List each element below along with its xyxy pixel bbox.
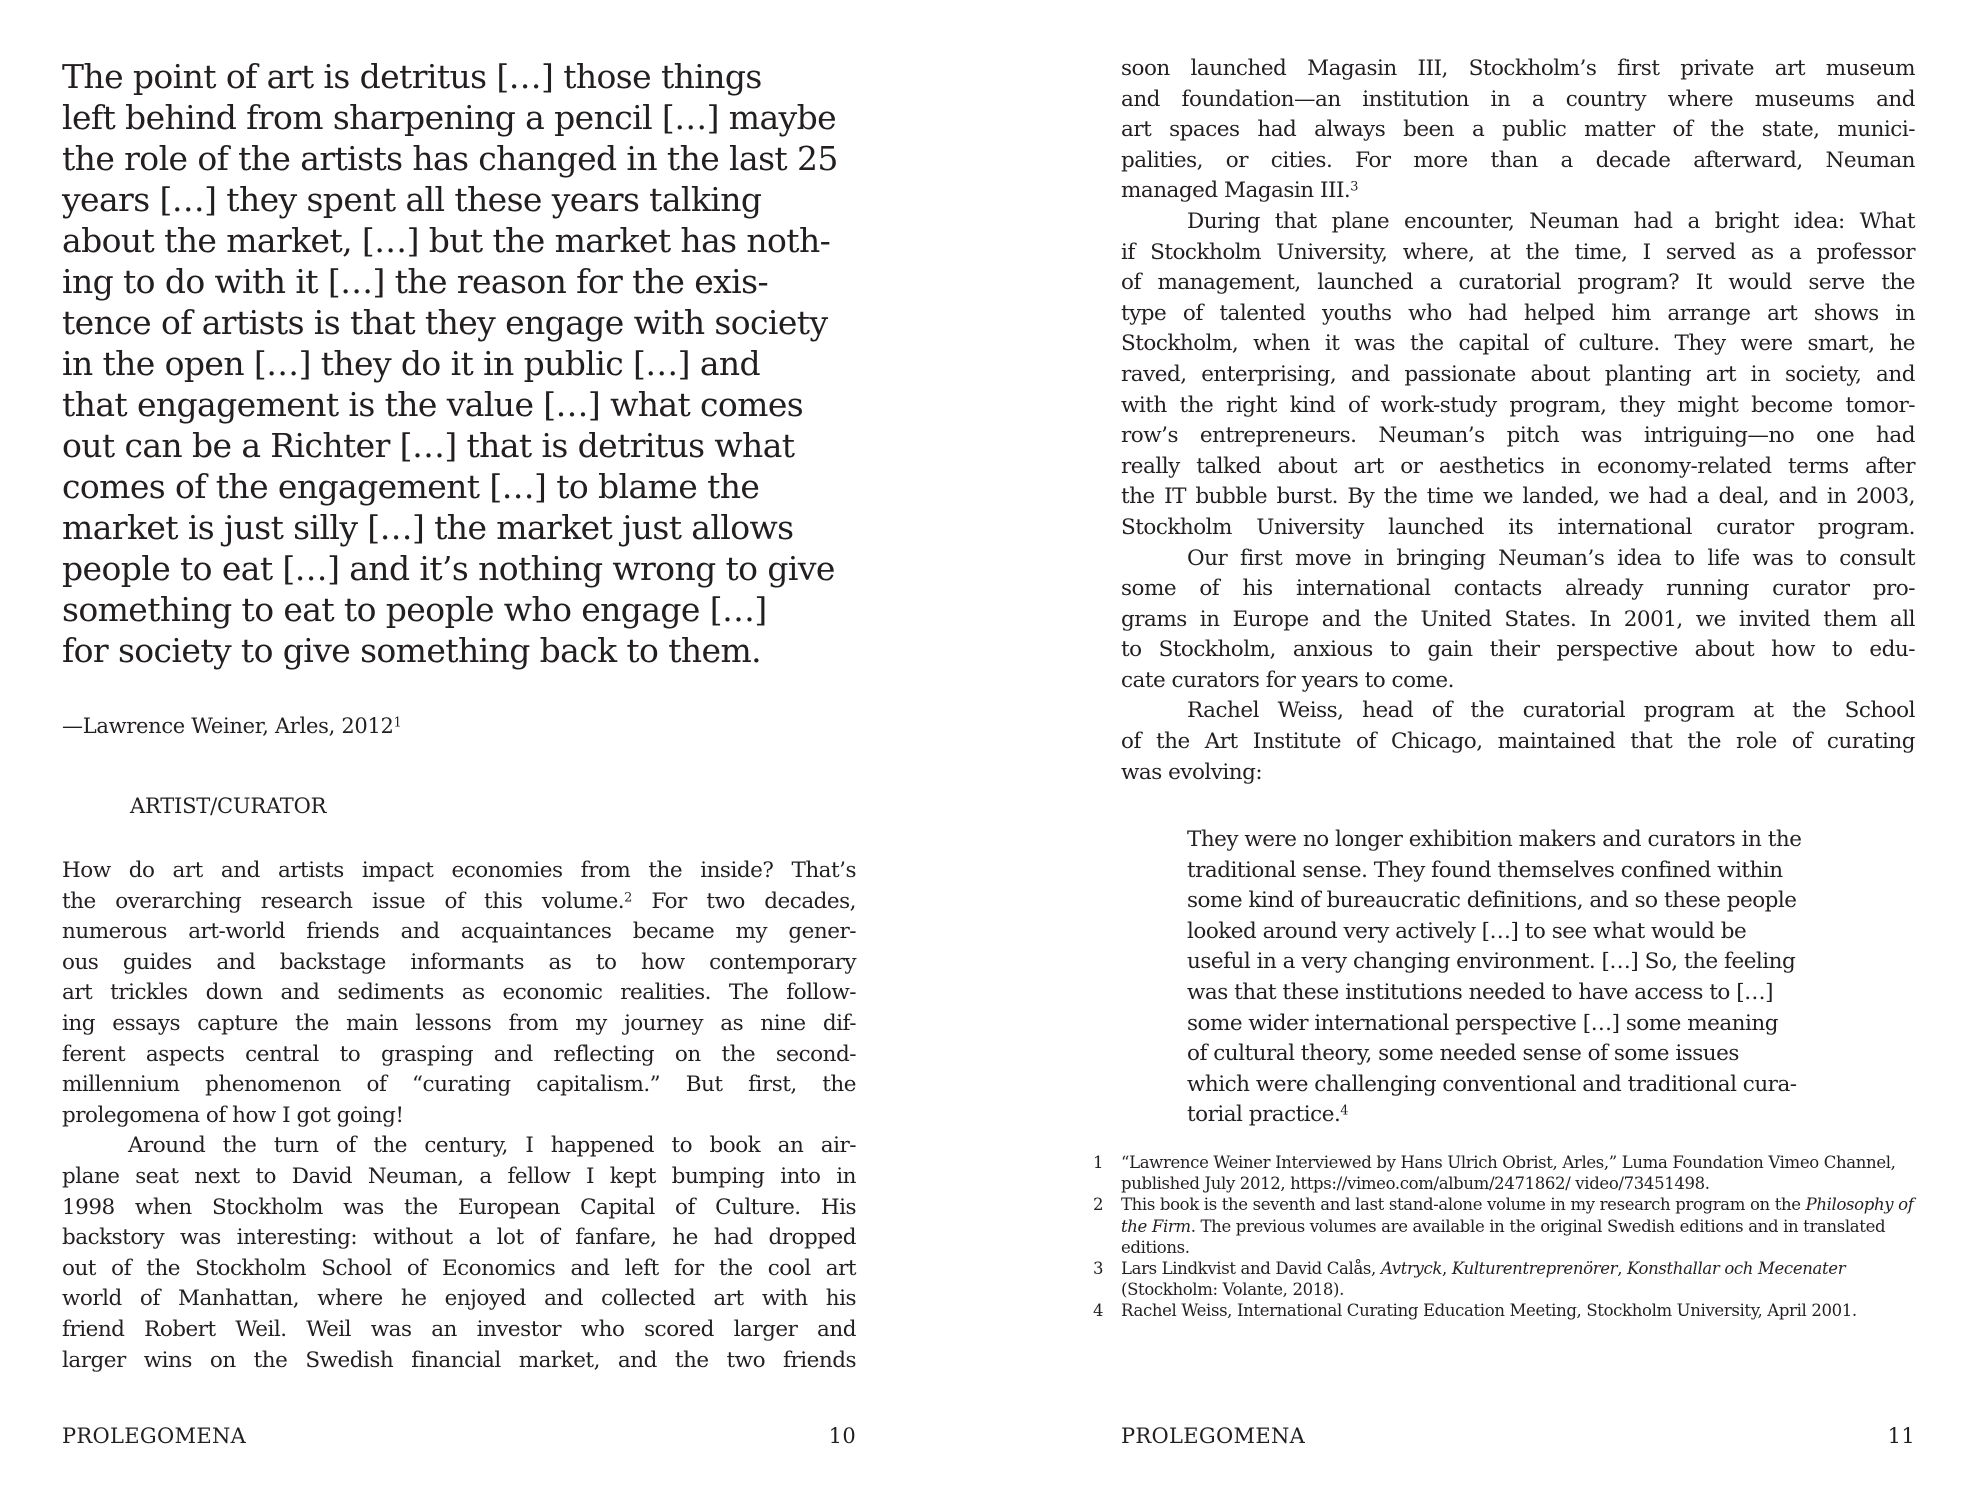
body-line-text: For two decades, <box>631 888 856 914</box>
body-line <box>62 1101 856 1132</box>
footnote-text-part: This book is the seventh and last stand-alone volume in my research program on the <box>1121 1195 1806 1215</box>
epigraph-line: tence of artists is that they engage with society <box>62 303 828 342</box>
body-line-text: out of the Stockholm School of Economics and left for the cool art <box>62 1255 856 1281</box>
body-line <box>62 856 856 887</box>
body-line-text: backstory was interesting: without a lot of fanfare, he had dropped <box>62 1225 856 1251</box>
footnote-text-part: , <box>1442 1259 1452 1279</box>
blockquote-line <box>1187 1100 1917 1131</box>
body-line-text: prolegomena of how I got going! <box>62 1102 404 1128</box>
body-line-text: During that plane encounter, Neuman had a bright idea: What <box>1187 208 1915 234</box>
epigraph-line: out can be a Richter […] that is detritus what <box>62 426 795 465</box>
blockquote-line <box>1187 886 1917 917</box>
body-line-text: ous guides and backstage informants as to how contemporary <box>62 949 856 975</box>
body-line <box>62 1131 856 1162</box>
footnote-item <box>1093 1194 1923 1258</box>
attribution-text: —Lawrence Weiner, Arles, 2012 <box>62 714 394 738</box>
body-line-text: Stockholm University launched its international curator program. <box>1121 514 1915 540</box>
body-line <box>1121 635 1915 666</box>
epigraph-attribution <box>62 712 401 740</box>
footnote-item <box>1093 1258 1923 1300</box>
body-line-text: Our first move in bringing Neuman’s idea to life was to consult <box>1187 545 1915 571</box>
body-line <box>1121 85 1915 116</box>
body-line-text: the IT bubble burst. By the time we landed, we had a deal, and in 2003, <box>1121 484 1915 510</box>
footnote-title: Konsthallar och Mecenater <box>1627 1259 1846 1279</box>
body-text-left <box>62 856 856 1376</box>
body-line <box>62 1193 856 1224</box>
epigraph-line: years […] they spent all these years talking <box>62 180 762 219</box>
body-line-text: art spaces had always been a public matter of the state, munici- <box>1121 117 1915 143</box>
body-line-text: palities, or cities. For more than a decade afterward, Neuman <box>1121 147 1915 173</box>
epigraph-line: ing to do with it […] the reason for the exis- <box>62 262 768 301</box>
body-line <box>62 1162 856 1193</box>
blockquote-line-text: They were no longer exhibition makers and curators in the <box>1187 827 1802 852</box>
epigraph-line: that engagement is the value […] what comes <box>62 385 804 424</box>
body-line <box>1121 360 1915 391</box>
body-line <box>1121 452 1915 483</box>
body-line-text: millennium phenomenon of “curating capitalism.” But first, the <box>62 1072 856 1098</box>
body-line-text: plane seat next to David Neuman, a fellow I kept bumping into in <box>62 1163 856 1189</box>
epigraph-line: something to eat to people who engage […] <box>62 590 767 629</box>
body-line <box>1121 115 1915 146</box>
body-line-text: ferent aspects central to grasping and reflecting on the second- <box>62 1041 856 1067</box>
running-head: PROLEGOMENA <box>62 1424 247 1448</box>
footnote-text-part: Rachel Weiss, International Curating Education Meeting, Stockholm University, April 2001. <box>1121 1301 1857 1321</box>
epigraph-line: for society to give something back to them. <box>62 631 762 670</box>
body-line-text: Rachel Weiss, head of the curatorial program at the School <box>1187 698 1915 724</box>
footnote-text-part: . The previous volumes are available in the original Swedish editions and in translated editions. <box>1121 1216 1886 1257</box>
body-line-text: 1998 when Stockholm was the European Capital of Culture. His <box>62 1194 856 1220</box>
blockquote-line-text: of cultural theory, some needed sense of some issues <box>1187 1041 1739 1067</box>
body-line <box>1121 391 1915 422</box>
footnote-ref-1[interactable]: 1 <box>393 714 402 730</box>
body-line <box>1121 268 1915 299</box>
body-line-text: the overarching research issue of this volume. <box>62 888 625 914</box>
footnote-ref-2[interactable]: 2 <box>624 890 632 906</box>
body-line-text: of the Art Institute of Chicago, maintained that the role of curating <box>1121 729 1915 755</box>
body-line-text: managed Magasin III. <box>1121 178 1351 204</box>
footnote-text <box>1121 1259 1845 1299</box>
body-line-text: How do art and artists impact economies from the inside? That’s <box>62 858 856 883</box>
blockquote-line-text: some wider international perspective […] some meaning <box>1187 1010 1779 1036</box>
block-quote <box>1187 825 1917 1131</box>
epigraph-line: left behind from sharpening a pencil […] maybe <box>62 98 837 137</box>
epigraph-line: people to eat […] and it’s nothing wrong to give <box>62 549 835 588</box>
footnote-number: 3 <box>1093 1259 1104 1279</box>
blockquote-line-text: torial practice. <box>1187 1102 1341 1128</box>
blockquote-line-text: useful in a very changing environment. […] So, the feeling <box>1187 949 1796 975</box>
body-line <box>1121 176 1915 207</box>
body-line-text: world of Manhattan, where he enjoyed and collected art with his <box>62 1286 856 1312</box>
body-line <box>62 917 856 948</box>
body-line <box>62 978 856 1009</box>
section-heading: ARTIST/CURATOR <box>130 794 327 818</box>
body-line-text: grams in Europe and the United States. In 2001, we invited them all <box>1121 606 1915 632</box>
body-line <box>1121 513 1915 544</box>
body-line-text: larger wins on the Swedish financial market, and the two friends <box>62 1347 856 1373</box>
body-line-text: type of talented youths who had helped him arrange art shows in <box>1121 300 1915 326</box>
body-line-text: cate curators for years to come. <box>1121 667 1454 693</box>
footnote-text <box>1121 1301 1857 1320</box>
blockquote-line <box>1187 917 1917 948</box>
blockquote-line <box>1187 1070 1917 1101</box>
body-line <box>1121 727 1915 758</box>
footnotes <box>1093 1152 1923 1322</box>
blockquote-line <box>1187 978 1917 1009</box>
blockquote-line <box>1187 856 1917 887</box>
footnote-number: 4 <box>1093 1301 1104 1321</box>
blockquote-line <box>1187 825 1917 856</box>
body-line-text: to Stockholm, anxious to gain their perspective about how to edu- <box>1121 637 1915 663</box>
body-line-text: of management, launched a curatorial program? It would serve the <box>1121 270 1915 296</box>
body-line <box>62 1070 856 1101</box>
body-line <box>1121 758 1915 789</box>
blockquote-line-text: was that these institutions needed to have access to […] <box>1187 979 1773 1005</box>
blockquote-line-text: some kind of bureaucratic definitions, and so these people <box>1187 888 1797 914</box>
right-page <box>987 0 1974 1500</box>
body-line <box>1121 146 1915 177</box>
page-number: 11 <box>1887 1424 1915 1448</box>
body-line <box>62 1346 856 1377</box>
body-line-text: soon launched Magasin III, Stockholm’s first private art museum <box>1121 56 1915 81</box>
body-line-text: was evolving: <box>1121 759 1263 785</box>
footnote-ref-3[interactable]: 3 <box>1350 179 1358 195</box>
body-line <box>62 1254 856 1285</box>
body-line <box>1121 696 1915 727</box>
footnote-text <box>1121 1195 1913 1256</box>
body-line-text: Stockholm, when it was the capital of culture. They were smart, he <box>1121 331 1915 357</box>
blockquote-line <box>1187 947 1917 978</box>
body-line <box>1121 482 1915 513</box>
epigraph-line: The point of art is detritus […] those things <box>62 57 762 96</box>
body-line <box>1121 54 1915 85</box>
epigraph-line: market is just silly […] the market just allows <box>62 508 794 547</box>
body-line <box>1121 238 1915 269</box>
body-line-text: row’s entrepreneurs. Neuman’s pitch was intriguing—no one had <box>1121 423 1915 449</box>
footnote-text-part: (Stockholm: Volante, 2018). <box>1121 1280 1345 1300</box>
footnote-title: Philosophy of the Firm <box>1121 1195 1914 1236</box>
footnote-text <box>1121 1153 1896 1193</box>
footnote-text-part: , <box>1617 1259 1627 1279</box>
epigraph-quote <box>62 56 862 671</box>
body-line-text: some of his international contacts already running curator pro- <box>1121 576 1915 602</box>
body-line <box>1121 605 1915 636</box>
footnote-item <box>1093 1152 1923 1194</box>
footnote-ref-4[interactable]: 4 <box>1340 1103 1348 1119</box>
blockquote-line-text: which were challenging conventional and traditional cura- <box>1187 1071 1797 1097</box>
body-line <box>1121 207 1915 238</box>
footnote-number: 2 <box>1093 1195 1104 1215</box>
epigraph-line: about the market, […] but the market has noth- <box>62 221 831 260</box>
body-line-text: art trickles down and sediments as economic realities. The follow- <box>62 980 856 1006</box>
body-line-text: numerous art-world friends and acquaintances became my gener- <box>62 919 856 945</box>
blockquote-line <box>1187 1039 1917 1070</box>
body-line <box>62 1315 856 1346</box>
epigraph-line: the role of the artists has changed in the last 25 <box>62 139 838 178</box>
epigraph-line: comes of the engagement […] to blame the <box>62 467 760 506</box>
body-line <box>1121 574 1915 605</box>
body-line-text: raved, enterprising, and passionate about planting art in society, and <box>1121 361 1915 387</box>
blockquote-line-text: looked around very actively […] to see what would be <box>1187 918 1747 944</box>
blockquote-line-text: traditional sense. They found themselves confined within <box>1187 857 1783 883</box>
footnote-item <box>1093 1300 1923 1321</box>
body-text-right <box>1121 54 1915 788</box>
body-line <box>62 1284 856 1315</box>
body-line-text: Around the turn of the century, I happened to book an air- <box>128 1133 856 1159</box>
body-line <box>62 1009 856 1040</box>
body-line <box>62 887 856 918</box>
body-line-text: if Stockholm University, where, at the time, I served as a professor <box>1121 239 1915 265</box>
footnote-number: 1 <box>1093 1153 1104 1172</box>
running-head: PROLEGOMENA <box>1121 1424 1306 1448</box>
body-line-text: friend Robert Weil. Weil was an investor who scored larger and <box>62 1316 856 1342</box>
footnote-title: Avtryck <box>1380 1259 1443 1279</box>
page-number: 10 <box>828 1424 856 1448</box>
epigraph-line: in the open […] they do it in public […] and <box>62 344 761 383</box>
body-line <box>1121 329 1915 360</box>
body-line <box>1121 421 1915 452</box>
body-line-text: and foundation—an institution in a country where museums and <box>1121 86 1915 112</box>
body-line <box>62 1223 856 1254</box>
footnote-text-part: “Lawrence Weiner Interviewed by Hans Ulrich Obrist, Arles,” Luma Foundation Vimeo Channel, published July 2012, https://vimeo.com/album/2471862/ video/73451498. <box>1121 1153 1896 1194</box>
body-line <box>1121 299 1915 330</box>
body-line <box>1121 544 1915 575</box>
body-line-text: ing essays capture the main lessons from my journey as nine dif- <box>62 1010 856 1036</box>
footnote-title: Kulturentreprenörer <box>1451 1259 1618 1279</box>
footnote-text-part: Lars Lindkvist and David Calås, <box>1121 1259 1381 1279</box>
body-line <box>62 948 856 979</box>
blockquote-line <box>1187 1009 1917 1040</box>
body-line <box>62 1040 856 1071</box>
body-line-text: really talked about art or aesthetics in economy-related terms after <box>1121 453 1915 479</box>
body-line <box>1121 666 1915 697</box>
body-line-text: with the right kind of work-study program, they might become tomor- <box>1121 392 1915 418</box>
